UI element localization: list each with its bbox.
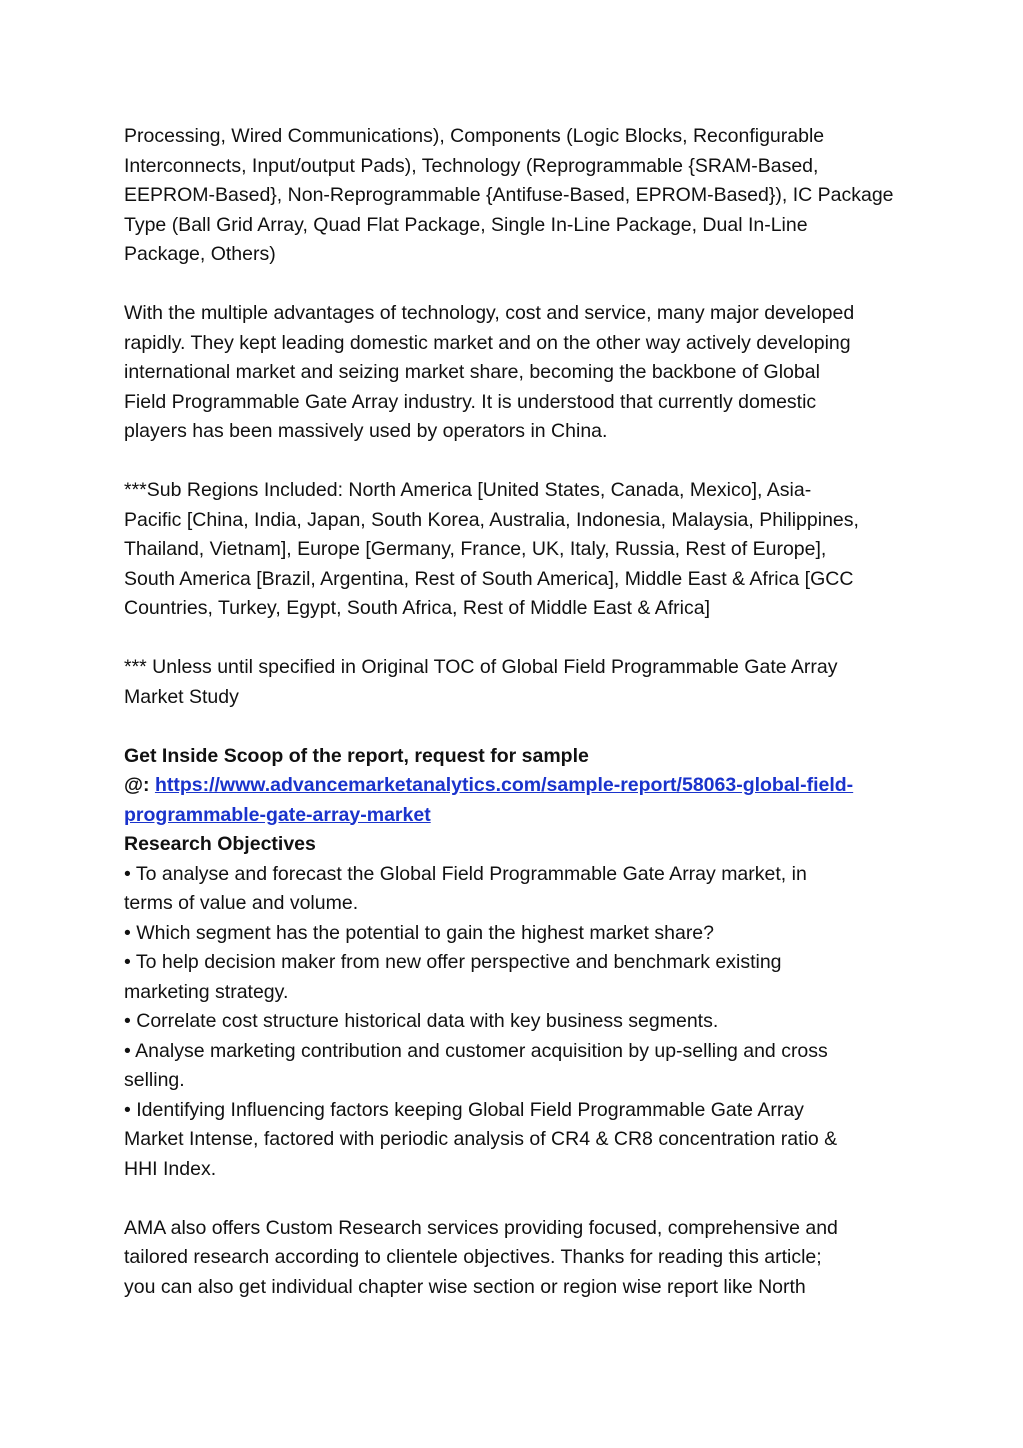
objective-line: • Analyse marketing contribution and customer acquisition by up-selling and cross [124, 1039, 828, 1062]
objective-line: selling. [124, 1069, 185, 1091]
paragraph-gap [124, 447, 904, 477]
document-page [124, 122, 904, 1302]
objective-line: HHI Index. [124, 1157, 217, 1180]
text-line: Market Study [124, 685, 239, 708]
text-line: South America [Brazil, Argentina, Rest of South America], Middle East & Africa [GCC [124, 567, 854, 590]
objective-line: • Which segment has the potential to gain the highest market share? [124, 921, 714, 944]
text-line: Type (Ball Grid Array, Quad Flat Package, Single In-Line Package, Dual In-Line [124, 213, 808, 236]
text-line: Interconnects, Input/output Pads), Technology (Reprogrammable {SRAM-Based, [124, 154, 819, 177]
paragraph-gap [124, 270, 904, 300]
paragraph-gap [124, 1184, 904, 1214]
objective-line: • To analyse and forecast the Global Field Programmable Gate Array market, in [124, 862, 807, 885]
text-line: international market and seizing market share, becoming the backbone of Global [124, 361, 820, 383]
objective-line: Market Intense, factored with periodic analysis of CR4 & CR8 concentration ratio & [124, 1128, 838, 1150]
objective-line: marketing strategy. [124, 980, 289, 1003]
segments-paragraph [124, 122, 904, 270]
text-line: AMA also offers Custom Research services providing focused, comprehensive and [124, 1216, 838, 1239]
text-line: EEPROM-Based}, Non-Reprogrammable {Antifuse-Based, EPROM-Based}), IC Package [124, 184, 894, 206]
objective-line: terms of value and volume. [124, 892, 359, 914]
paragraph-gap [124, 712, 904, 742]
text-line: players has been massively used by operators in China. [124, 420, 608, 442]
text-line: *** Unless until specified in Original TOC of Global Field Programmable Gate Array [124, 656, 838, 678]
objective-line: • Correlate cost structure historical data with key business segments. [124, 1010, 719, 1032]
objective-line: • To help decision maker from new offer perspective and benchmark existing [124, 951, 782, 973]
toc-note-paragraph [124, 653, 904, 712]
text-line: tailored research according to clientele objectives. Thanks for reading this article; [124, 1246, 822, 1268]
sample-link-prefix: @: [124, 774, 155, 796]
research-objectives-heading: Research Objectives [124, 833, 316, 855]
sub-regions-paragraph [124, 476, 904, 624]
text-line: Processing, Wired Communications), Components (Logic Blocks, Reconfigurable [124, 125, 825, 147]
text-line: ***Sub Regions Included: North America [United States, Canada, Mexico], Asia- [124, 479, 812, 501]
text-line: Countries, Turkey, Egypt, South Africa, Rest of Middle East & Africa] [124, 597, 710, 619]
advantages-paragraph [124, 299, 904, 447]
research-objectives-section [124, 830, 904, 1184]
objective-line: • Identifying Influencing factors keeping Global Field Programmable Gate Array [124, 1098, 804, 1121]
sample-report-link[interactable]: https://www.advancemarketanalytics.com/sample-report/58063-global-field- [154, 774, 854, 796]
text-line: With the multiple advantages of technology, cost and service, many major developed [124, 302, 855, 324]
sample-report-link-continued[interactable]: programmable-gate-array-market [124, 803, 431, 826]
paragraph-gap [124, 624, 904, 654]
text-line: Field Programmable Gate Array industry. It is understood that currently domestic [124, 390, 817, 413]
text-line: you can also get individual chapter wise section or region wise report like North [124, 1275, 806, 1298]
text-line: Package, Others) [124, 243, 276, 265]
sample-request-section [124, 742, 904, 831]
custom-research-paragraph [124, 1214, 904, 1303]
sample-heading: Get Inside Scoop of the report, request for sample [124, 744, 589, 767]
text-line: rapidly. They kept leading domestic market and on the other way actively developing [124, 331, 851, 354]
text-line: Pacific [China, India, Japan, South Korea, Australia, Indonesia, Malaysia, Philippines, [124, 508, 859, 531]
text-line: Thailand, Vietnam], Europe [Germany, France, UK, Italy, Russia, Rest of Europe], [124, 538, 827, 560]
